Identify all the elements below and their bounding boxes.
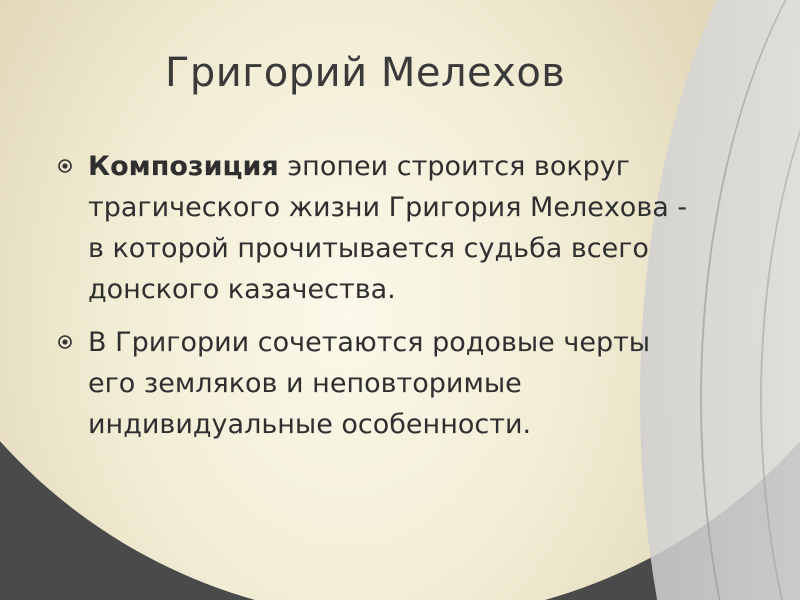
- slide-title: Григорий Мелехов: [165, 50, 566, 96]
- circle-target-icon: [58, 159, 72, 173]
- bullet-item: [58, 322, 698, 445]
- bullet-bold-lead: Композиция: [88, 151, 279, 182]
- bullet-list: [58, 146, 698, 457]
- circle-target-icon: [58, 335, 72, 349]
- bullet-item: [58, 146, 698, 310]
- bullet-text: эпопеи строится вокруг трагического жизни Григория Мелехова - в которой прочитывается судьба всего донского казачества.: [88, 151, 688, 305]
- bullet-text: В Григории сочетаются родовые черты его земляков и неповторимые индивидуальные особенности.: [88, 327, 651, 440]
